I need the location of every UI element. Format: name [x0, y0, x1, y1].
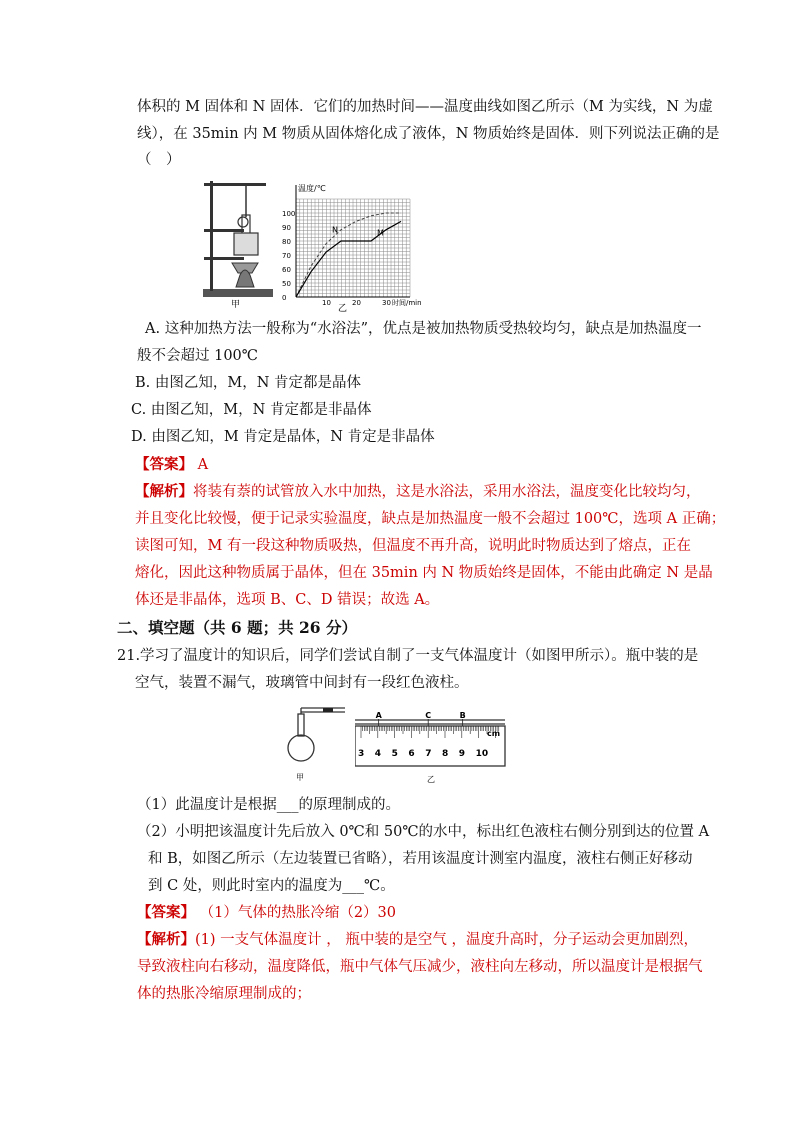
q20-analysis-line-5: 体还是非晶体，选项 B、C、D 错误；故选 A。	[135, 592, 440, 608]
fig-jia-label: 甲	[231, 300, 241, 309]
ruler-mark-A: A	[375, 711, 382, 720]
y-tick-label: 70	[282, 252, 291, 260]
q21-analysis-line-1: 【解析】(1) 一支气体温度计 ， 瓶中装的是空气 ，温度升高时，分子运动会更加剧烈，	[137, 931, 698, 948]
temperature-time-chart	[282, 177, 430, 313]
q21-answer-value: （1）气体的热胀冷缩（2）30	[199, 905, 397, 921]
ruler-unit: cm	[487, 729, 501, 738]
ruler-number: 6	[408, 749, 415, 759]
fig-yi-label-21: 乙	[427, 775, 435, 784]
q21-sub-2-line-1: （2）小明把该温度计先后放入 0℃和 50℃的水中，标出红色液柱右侧分别到达的位置 A	[137, 824, 710, 840]
ruler-number: 5	[391, 749, 398, 759]
q21-analysis-line-3: 体的热胀冷缩原理制成的；	[137, 986, 311, 1002]
red-liquid-column	[323, 708, 333, 712]
q20-analysis-line-3: 读图可知，M 有一段这种物质吸热，但温度不再升高，说明此时物质达到了熔点，正在	[135, 538, 691, 554]
chart-caption: 乙	[338, 304, 348, 313]
y-tick-label: 90	[282, 224, 291, 232]
q20-answer	[135, 455, 208, 475]
q20-option-a-line-2: 般不会超过 100℃	[137, 348, 259, 364]
q20-analysis-line-2: 并且变化比较慢，便于记录实验温度，缺点是加热温度一般不会超过 100℃，选项 A 正确；	[135, 511, 726, 527]
q21-stem-line-2: 空气，装置不漏气，玻璃管中间封有一段红色液柱。	[135, 675, 469, 691]
clamp-arm-upper	[204, 229, 244, 232]
ruler-number: 10	[475, 749, 489, 759]
y-tick-label: 100	[282, 210, 296, 218]
q20-option-c: C. 由图乙知，M，N 肯定都是非晶体	[131, 402, 372, 418]
ruler-figure	[355, 710, 507, 786]
q21-stem-line-1: 21.学习了温度计的知识后，同学们尝试自制了一支气体温度计（如图甲所示）。瓶中装的是	[117, 648, 699, 664]
q20-answer-label: 【答案】	[135, 456, 193, 473]
stand-rod	[210, 181, 213, 291]
q21-answer-label: 【答案】	[137, 904, 195, 921]
q20-option-b: B. 由图乙知，M，N 肯定都是晶体	[135, 375, 362, 391]
ruler-number: 4	[374, 749, 382, 759]
series-M-label: M	[377, 228, 384, 238]
q20-stem-line-3: （ ）	[137, 152, 181, 168]
x-tick-label: 30	[382, 299, 391, 307]
q20-stem-line-2: 线），在 35min 内 M 物质从固体熔化成了液体，N 物质始终是固体．则下列说法正确的是	[137, 126, 720, 142]
beaker	[234, 233, 258, 255]
y-tick-label: 60	[282, 266, 291, 274]
ruler-mark-C: C	[425, 711, 432, 720]
y-tick-label: 50	[282, 280, 291, 288]
q20-analysis-label: 【解析】	[135, 483, 193, 500]
x-axis-label: 时间/min	[392, 299, 422, 307]
chart-grid	[296, 199, 410, 297]
section-heading: 二、填空题（共 6 题；共 26 分）	[117, 618, 357, 637]
q20-answer-value: A	[197, 457, 209, 473]
y-tick-label: 80	[282, 238, 291, 246]
x-tick-label: 20	[352, 299, 361, 307]
stirrer-loop	[238, 217, 248, 227]
stand-top-arm	[204, 183, 266, 186]
y-axis-label: 温度/℃	[298, 184, 326, 193]
ruler-number: 8	[442, 749, 449, 759]
stand-base	[203, 289, 273, 297]
ruler-number: 7	[425, 749, 432, 759]
clamp-arm-lower	[204, 257, 244, 260]
ruler-number: 3	[358, 749, 365, 759]
x-tick-label: 10	[322, 299, 331, 307]
q20-analysis-line-4: 熔化，因此这种物质属于晶体，但在 35min 内 N 物质始终是固体，不能由此确定 N 是晶	[135, 565, 713, 581]
ruler-mark-B: B	[459, 711, 466, 720]
ruler-number: 9	[458, 749, 466, 759]
fig-jia-label-21: 甲	[296, 773, 304, 782]
series-M-line	[296, 221, 401, 297]
q20-analysis-line-1: 【解析】将装有萘的试管放入水中加热，这是水浴法，采用水浴法，温度变化比较均匀，	[135, 483, 701, 500]
flask-bulb	[288, 735, 314, 761]
y-tick-label: 0	[282, 294, 287, 302]
gas-thermometer-flask-figure	[285, 702, 347, 784]
q21-sub-2-line-2: 和 B，如图乙所示（左边装置已省略），若用该温度计测室内温度，液柱右侧正好移动	[148, 851, 693, 867]
q21-sub-2-line-3: 到 C 处，则此时室内的温度为___℃。	[148, 878, 395, 894]
q21-analysis-label: 【解析】	[137, 931, 195, 948]
q21-analysis-line-2: 导致液柱向右移动，温度降低，瓶中气体气压减少，液柱向左移动，所以温度计是根据气	[137, 959, 703, 975]
series-N-label: N	[332, 225, 338, 235]
q20-stem-line-1: 体积的 M 固体和 N 固体．它们的加热时间——温度曲线如图乙所示（M 为实线，N 为虚	[137, 99, 713, 115]
q20-option-a-line-1: A. 这种加热方法一般称为“水浴法”，优点是被加热物质受热较均匀，缺点是加热温度一	[145, 321, 702, 337]
q21-sub-1: （1）此温度计是根据___的原理制成的。	[137, 797, 400, 813]
q21-answer	[137, 903, 396, 923]
flask-neck	[298, 714, 304, 736]
water-bath-apparatus-figure	[198, 177, 288, 309]
q20-option-d: D. 由图乙知，M 肯定是晶体，N 肯定是非晶体	[131, 429, 435, 445]
